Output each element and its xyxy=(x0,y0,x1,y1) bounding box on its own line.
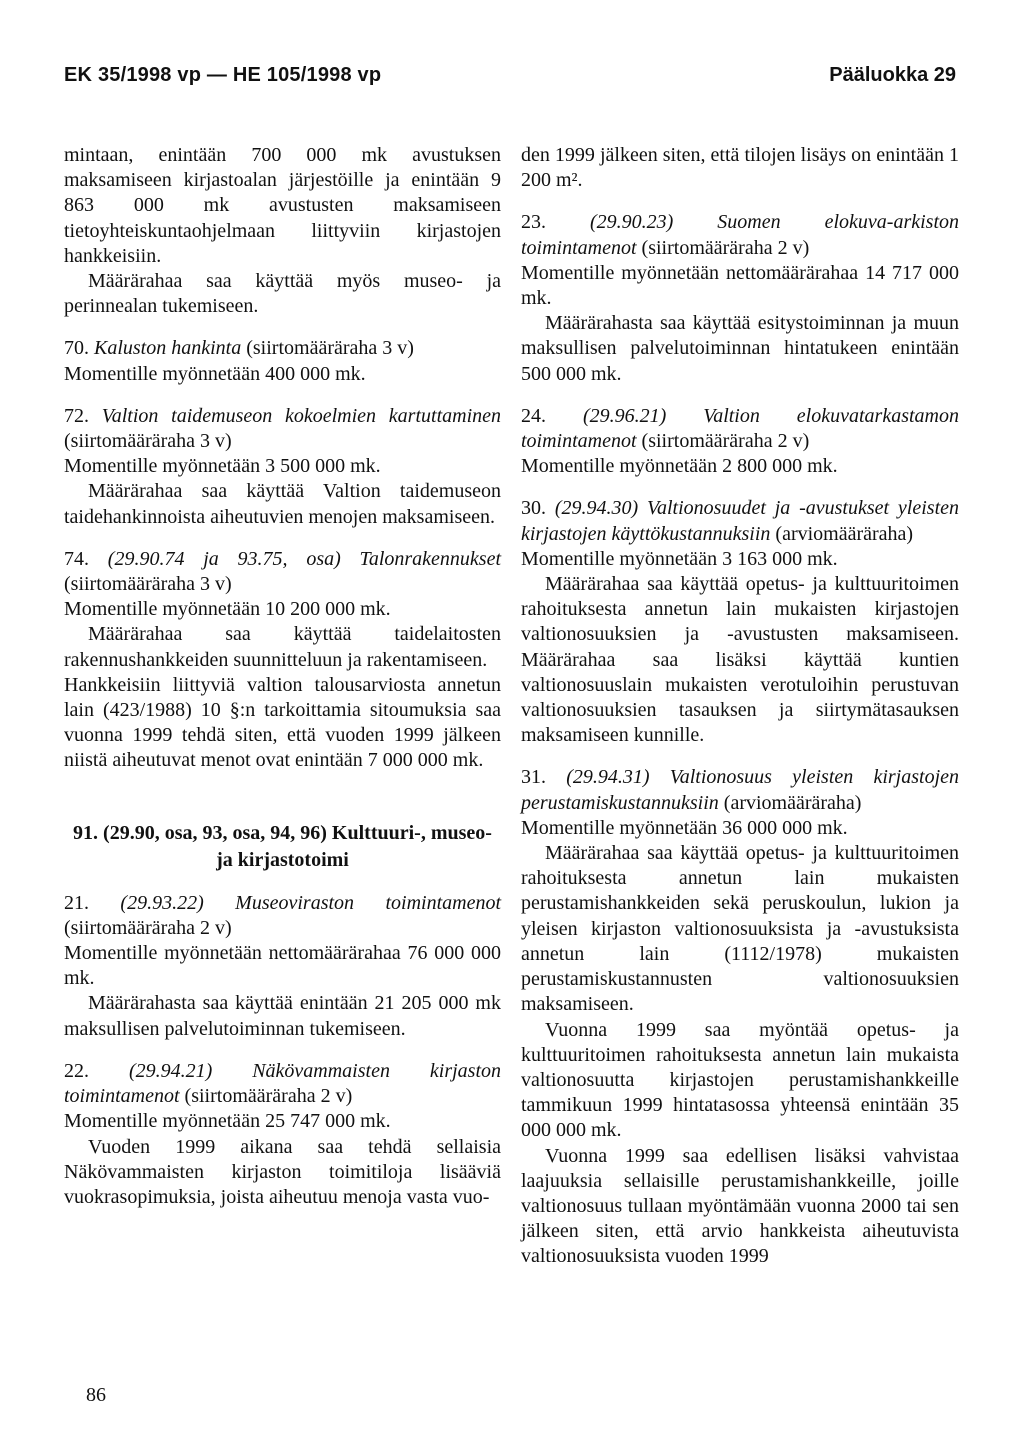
paragraph: Määrärahaa saa käyttää opetus- ja kulttuuritoimen rahoituksesta annetun lain mukaisten perustamishankkeiden sekä peruskoulun, lukion ja yleisen kirjaston valtionosuuksista ja -avustuksista annetun lain (1112/1978) mukaisten perustamiskustannusten valtionosuuksien maksamiseen. xyxy=(521,842,959,1016)
paragraph: Määrärahaa saa käyttää Valtion taidemuseon taidehankinnoista aiheutuvien menojen maksamiseen. xyxy=(64,480,501,528)
appropriation-amount: Momentille myönnetään nettomäärärahaa 14 717 000 mk. xyxy=(521,261,959,310)
appropriation-amount: Momentille myönnetään 400 000 mk. xyxy=(64,362,366,385)
document-reference: EK 35/1998 vp — HE 105/1998 vp xyxy=(64,64,382,86)
item-number: 30. xyxy=(521,497,546,520)
left-column xyxy=(64,143,501,1210)
item-74-heading xyxy=(64,547,501,597)
appropriation-type: (siirtomääräraha 3 v) xyxy=(64,573,232,596)
item-number: 24. xyxy=(521,404,546,427)
paragraph: Määrärahaa saa käyttää myös museo- ja perinnealan tukemiseen. xyxy=(64,270,501,318)
item-31-heading xyxy=(521,765,959,815)
paragraph: Määrärahasta saa käyttää esitystoiminnan ja muun maksullisen palvelutoiminnan hintatukeen enintään 500 000 mk. xyxy=(521,312,959,385)
item-title: (29.93.22) Museoviraston toimintamenot xyxy=(120,891,501,914)
item-70-heading xyxy=(64,336,501,361)
appropriation-amount: Momentille myönnetään 3 163 000 mk. xyxy=(521,547,838,570)
item-title: Valtion taidemuseon kokoelmien kartuttaminen xyxy=(101,404,501,427)
paragraph: Määrärahaa saa käyttää opetus- ja kulttuuritoimen rahoituksesta annetun lain mukaisten kirjastojen valtionosuuksien ja -avustusten maksamiseen. Määrärahaa saa lisäksi käyttää kuntien valtionosuuslain mukaisten verotuloihin perustuvan valtionosuuksien tasauksen ja siirtymätasauksen maksamiseen kunnille. xyxy=(521,573,959,747)
main-title-class: Pääluokka 29 xyxy=(829,64,956,86)
item-title: (29.94.31) Valtionosuus yleisten kirjastojen perustamiskustannuksiin xyxy=(521,766,959,814)
paragraph: Vuoden 1999 aikana saa tehdä sellaisia Näkövammaisten kirjaston toimitiloja lisääviä vuokrasopimuksia, joista aiheutuu menoja vasta vuo- xyxy=(64,1135,501,1208)
appropriation-type: (siirtomääräraha 3 v) xyxy=(246,337,414,360)
appropriation-amount: Momentille myönnetään 2 800 000 mk. xyxy=(521,455,838,478)
appropriation-type: (siirtomääräraha 2 v) xyxy=(64,916,232,939)
item-72-heading xyxy=(64,404,501,454)
paragraph: Vuonna 1999 saa edellisen lisäksi vahvistaa laajuuksia sellaisille perustamishankkeille, joille valtionosuus tullaan myöntämään vuonna 2000 tai sen jälkeen siten, että arvio hankkeista aiheutuvista valtionosuuksista vuoden 1999 xyxy=(521,1144,959,1268)
appropriation-amount: Momentille myönnetään 25 747 000 mk. xyxy=(64,1110,391,1133)
appropriation-type: (siirtomääräraha 2 v) xyxy=(184,1085,353,1108)
appropriation-amount: Momentille myönnetään 3 500 000 mk. xyxy=(64,455,381,478)
item-number: 22. xyxy=(64,1059,89,1082)
appropriation-amount: Momentille myönnetään 36 000 000 mk. xyxy=(521,816,848,839)
item-number: 21. xyxy=(64,891,89,914)
item-22-heading xyxy=(64,1059,501,1109)
item-number: 23. xyxy=(521,211,546,234)
appropriation-amount: Momentille myönnetään 10 200 000 mk. xyxy=(64,598,391,621)
appropriation-type: (siirtomääräraha 3 v) xyxy=(64,430,232,453)
section-heading: 91. (29.90, osa, 93, osa, 94, 96) Kulttuuri-, museo- ja kirjastotoimi xyxy=(73,821,492,871)
item-number: 74. xyxy=(64,547,89,570)
appropriation-type: (arviomääräraha) xyxy=(723,791,862,814)
appropriation-type: (siirtomääräraha 2 v) xyxy=(641,236,810,259)
item-30-heading xyxy=(521,496,959,546)
item-number: 70. xyxy=(64,337,89,360)
item-title: (29.94.21) Näkövammaisten kirjaston toimintamenot xyxy=(64,1059,501,1108)
item-24-heading xyxy=(521,404,959,454)
paragraph: Hankkeisiin liittyviä valtion talousarviosta annetun lain (423/1988) 10 §:n tarkoittamia sitoumuksia saa vuonna 1999 tehdä siten, että vuoden 1999 jälkeen niistä aiheutuvat menot ovat enintään 7 000 000 mk. xyxy=(64,673,501,772)
paragraph: mintaan, enintään 700 000 mk avustuksen maksamiseen kirjastoalan järjestöille ja enintään 9 863 000 mk avustusten maksamiseen tietoyhteiskuntaohjelmaan liittyviin kirjastojen hankkeisiin. xyxy=(64,144,501,267)
paragraph: den 1999 jälkeen siten, että tilojen lisäys on enintään 1 200 m². xyxy=(521,144,959,192)
item-number: 31. xyxy=(521,766,546,789)
appropriation-type: (siirtomääräraha 2 v) xyxy=(641,430,810,453)
item-title: (29.94.30) Valtionosuudet ja -avustukset yleisten kirjastojen käyttökustannuksiin xyxy=(521,497,959,545)
page-header xyxy=(64,64,956,92)
item-23-heading xyxy=(521,210,959,260)
right-column xyxy=(521,143,959,1270)
paragraph: Vuonna 1999 saa myöntää opetus- ja kulttuuritoimen rahoituksesta annetun lain mukaista valtionosuutta kirjastojen perustamishankkeille tammikuun 1999 hintatasossa yhteensä enintään 35 000 000 mk. xyxy=(521,1018,959,1142)
paragraph: Määrärahaa saa käyttää taidelaitosten rakennushankkeiden suunnitteluun ja rakentamiseen. xyxy=(64,623,501,671)
page-number: 86 xyxy=(86,1384,106,1406)
item-21-heading xyxy=(64,891,501,941)
item-title: (29.90.74 ja 93.75, osa) Talonrakennukset xyxy=(107,547,502,570)
appropriation-amount: Momentille myönnetään nettomäärärahaa 76 000 000 mk. xyxy=(64,942,501,990)
item-title: Kaluston hankinta xyxy=(94,337,242,360)
item-title: (29.96.21) Valtion elokuvatarkastamon toimintamenot xyxy=(521,404,959,453)
item-number: 72. xyxy=(64,404,89,427)
appropriation-type: (arviomääräraha) xyxy=(775,522,914,545)
item-title: (29.90.23) Suomen elokuva-arkiston toimintamenot xyxy=(521,211,959,259)
paragraph: Määrärahasta saa käyttää enintään 21 205 000 mk maksullisen palvelutoiminnan tukemiseen. xyxy=(64,992,501,1040)
